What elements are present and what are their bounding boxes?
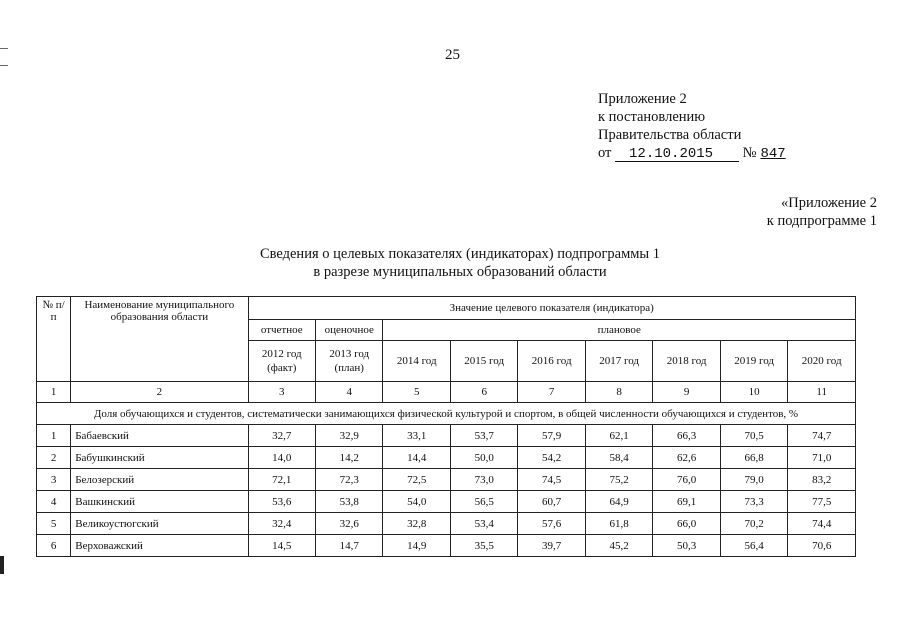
header-year: 2018 год (653, 341, 720, 382)
indicator-value: 70,5 (720, 425, 787, 447)
header-year: 2017 год (585, 341, 652, 382)
indicator-value: 32,4 (248, 513, 315, 535)
header-reporting: отчетное (248, 320, 315, 341)
column-number: 3 (248, 382, 315, 403)
appendix-line: к постановлению (598, 109, 706, 125)
margin-mark (0, 65, 8, 66)
column-number: 11 (788, 382, 856, 403)
indicator-value: 74,4 (788, 513, 856, 535)
table-row (37, 535, 856, 557)
table-row (37, 425, 856, 447)
indicator-value: 70,6 (788, 535, 856, 557)
indicator-value: 74,7 (788, 425, 856, 447)
indicator-value: 14,9 (383, 535, 450, 557)
header-year: 2012 год (факт) (248, 341, 315, 382)
indicator-value: 32,8 (383, 513, 450, 535)
title-line: Сведения о целевых показателях (индикаторах) подпрограммы 1 (259, 246, 661, 262)
row-number: 6 (37, 535, 71, 557)
header-year: 2013 год (план) (315, 341, 382, 382)
header-year: 2020 год (788, 341, 856, 382)
indicator-value: 77,5 (788, 491, 856, 513)
indicator-value: 61,8 (585, 513, 652, 535)
indicator-value: 69,1 (653, 491, 720, 513)
indicator-value: 32,6 (315, 513, 382, 535)
number-prefix: № (742, 145, 757, 161)
row-number: 1 (37, 425, 71, 447)
indicator-value: 39,7 (518, 535, 585, 557)
indicator-value: 54,2 (518, 447, 585, 469)
indicator-value: 32,7 (248, 425, 315, 447)
row-number: 2 (37, 447, 71, 469)
quote-block (767, 194, 877, 230)
row-number: 3 (37, 469, 71, 491)
table-row (37, 447, 856, 469)
column-number: 7 (518, 382, 585, 403)
table-row (37, 469, 856, 491)
row-number: 4 (37, 491, 71, 513)
section-header: Доля обучающихся и студентов, систематически занимающихся физической культурой и спортом, в общей численности обучающихся и студентов, % (37, 403, 856, 425)
indicator-value: 62,6 (653, 447, 720, 469)
indicator-value: 35,5 (450, 535, 517, 557)
date-value: 12.10.2015 (615, 147, 739, 162)
indicator-value: 53,7 (450, 425, 517, 447)
indicator-value: 76,0 (653, 469, 720, 491)
column-number: 8 (585, 382, 652, 403)
quote-line: к подпрограмме 1 (766, 213, 877, 229)
document-title (180, 245, 740, 281)
number-value: 847 (760, 146, 786, 162)
indicator-value: 58,4 (585, 447, 652, 469)
appendix-date-line (598, 144, 790, 163)
indicator-value: 54,0 (383, 491, 450, 513)
date-prefix: от (598, 145, 612, 161)
page-number: 25 (445, 47, 460, 63)
municipality-name: Великоустюгский (71, 513, 248, 535)
indicator-value: 50,0 (450, 447, 517, 469)
indicator-value: 62,1 (585, 425, 652, 447)
indicator-value: 33,1 (383, 425, 450, 447)
header-year: 2015 год (450, 341, 517, 382)
quote-line: «Приложение 2 (781, 195, 877, 211)
column-number: 6 (450, 382, 517, 403)
indicator-value: 70,2 (720, 513, 787, 535)
table-row (37, 513, 856, 535)
indicator-value: 75,2 (585, 469, 652, 491)
column-number: 2 (71, 382, 248, 403)
municipality-name: Бабаевский (71, 425, 248, 447)
indicator-value: 79,0 (720, 469, 787, 491)
indicator-value: 66,8 (720, 447, 787, 469)
municipality-name: Вашкинский (71, 491, 248, 513)
municipality-name: Бабушкинский (71, 447, 248, 469)
column-number: 4 (315, 382, 382, 403)
appendix-line: Приложение 2 (598, 91, 687, 107)
header-estimated: оценочное (315, 320, 382, 341)
header-num: № п/п (37, 297, 71, 382)
indicator-value: 66,3 (653, 425, 720, 447)
column-number: 10 (720, 382, 787, 403)
appendix-line: Правительства области (598, 127, 742, 143)
title-line: в разрезе муниципальных образований области (313, 264, 607, 280)
table-row (37, 491, 856, 513)
indicator-value: 53,6 (248, 491, 315, 513)
indicator-value: 14,5 (248, 535, 315, 557)
indicator-value: 53,8 (315, 491, 382, 513)
indicator-value: 14,2 (315, 447, 382, 469)
header-year: 2019 год (720, 341, 787, 382)
header-value: Значение целевого показателя (индикатора) (248, 297, 856, 320)
indicator-value: 45,2 (585, 535, 652, 557)
indicator-value: 56,4 (720, 535, 787, 557)
indicator-value: 72,5 (383, 469, 450, 491)
indicator-value: 57,6 (518, 513, 585, 535)
indicator-value: 72,1 (248, 469, 315, 491)
indicator-value: 50,3 (653, 535, 720, 557)
column-number: 5 (383, 382, 450, 403)
indicator-value: 66,0 (653, 513, 720, 535)
indicator-value: 72,3 (315, 469, 382, 491)
indicator-value: 83,2 (788, 469, 856, 491)
margin-tick (0, 556, 4, 574)
indicator-value: 14,4 (383, 447, 450, 469)
indicator-value: 60,7 (518, 491, 585, 513)
header-year: 2016 год (518, 341, 585, 382)
indicator-value: 14,0 (248, 447, 315, 469)
appendix-block (598, 90, 790, 163)
header-name: Наименование муниципального образования области (71, 297, 248, 382)
indicator-value: 14,7 (315, 535, 382, 557)
indicator-value: 53,4 (450, 513, 517, 535)
indicator-value: 57,9 (518, 425, 585, 447)
indicator-value: 32,9 (315, 425, 382, 447)
indicator-value: 73,0 (450, 469, 517, 491)
indicator-value: 56,5 (450, 491, 517, 513)
header-year: 2014 год (383, 341, 450, 382)
indicators-table (36, 296, 856, 557)
municipality-name: Верховажский (71, 535, 248, 557)
row-number: 5 (37, 513, 71, 535)
column-number: 9 (653, 382, 720, 403)
indicator-value: 73,3 (720, 491, 787, 513)
indicator-value: 71,0 (788, 447, 856, 469)
header-planned: плановое (383, 320, 856, 341)
municipality-name: Белозерский (71, 469, 248, 491)
indicator-value: 74,5 (518, 469, 585, 491)
indicator-value: 64,9 (585, 491, 652, 513)
column-number: 1 (37, 382, 71, 403)
